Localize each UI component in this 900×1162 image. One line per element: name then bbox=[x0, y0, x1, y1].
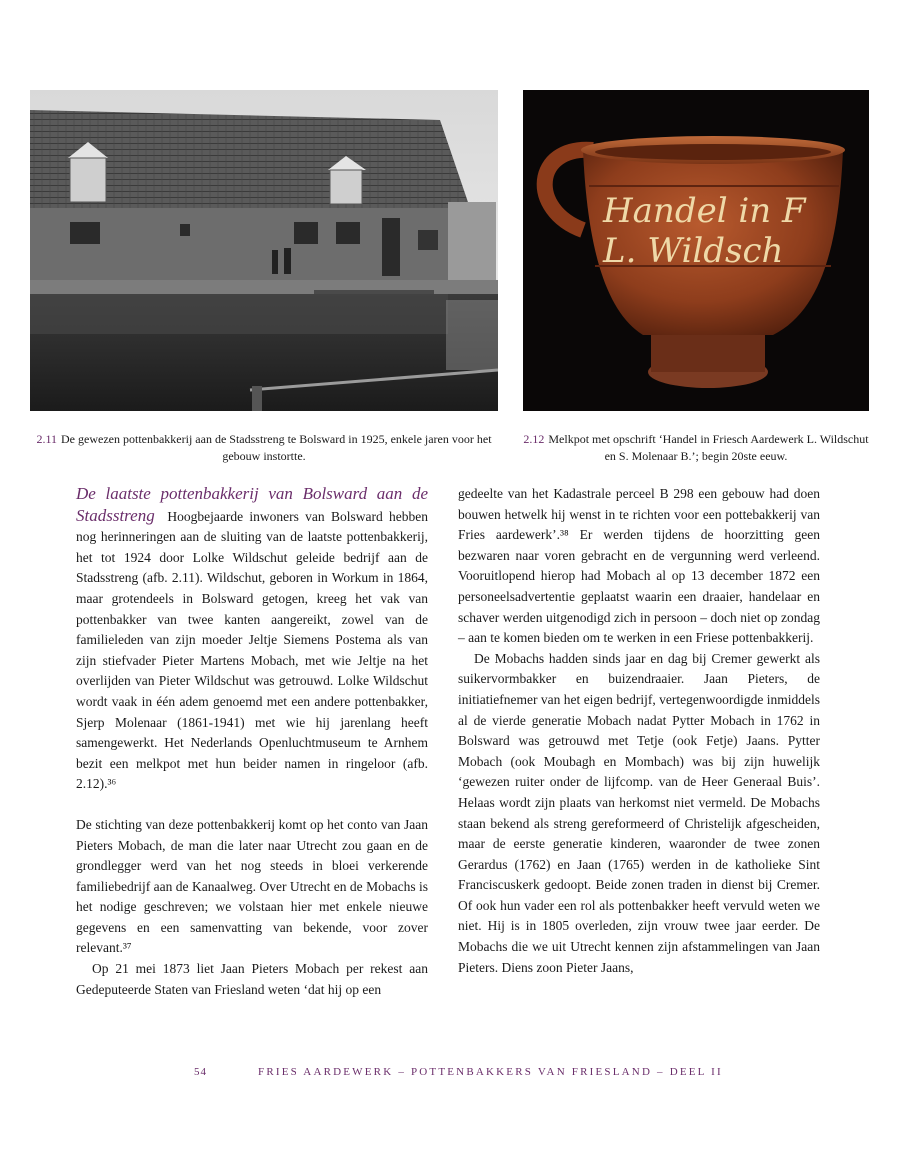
figure-caption-right bbox=[523, 431, 869, 465]
paragraph: De stichting van deze pottenbakkerij komt op het conto van Jaan Pieters Mobach, de man die later naar Utrecht zou gaan en de grondlegger werd van het nog steeds in bloei verkerende familiebedrijf aan de Kanaalweg. Over Utrecht en de Mobachs is het nodige geschreven; we volstaan hier met enkele nieuwe gegevens en een samenvatting van bekende, voor zover relevant.³⁷ bbox=[76, 816, 428, 956]
pot-inscription-line1: Handel in F bbox=[603, 191, 806, 231]
figure-caption-left bbox=[30, 431, 498, 465]
paragraph: De Mobachs hadden sinds jaar en dag bij Cremer gewerkt als suikervormbakker en buizendraaier. Jaan Pieters, de initiatiefnemer van het eigen bedrijf, vertegenwoordigde inmiddels al de vierde generatie Mobach nadat Pytter Mobach in 1762 in Bolsward was getrouwd met Tetje (ook Fetje) Jaans. Pytter Mobach (ook Moubagh en Mombach) was bij zijn huwelijk ‘gewezen ruiter onder de lijfcomp. van de Heer Generaal Buis’. Helaas wordt zijn plaats van herkomst niet vermeld. De Mobachs staan bekend als streng gereformeerd of Christelijk afgescheiden, maar de eerste generatie kinderen, waaronder de twee zonen Gerardus (1762) en Jaan (1765) werden in de katholieke Sint Franciscuskerk gedoopt. Beide zonen traden in dienst bij Cremer. Of ook hun vader een rol als pottenbakker heeft vervuld weten we niet. Hij is in 1805 overleden, zijn vrouw twee jaar eerder. De Mobachs die we uit Utrecht kennen zijn afstammelingen van Jaan Pieters. Diens zoon Pieter Jaans, bbox=[458, 650, 820, 975]
figure-caption-text-right: Melkpot met opschrift ‘Handel in Friesch Aardewerk L. Wildschut en S. Molenaar B.’; begin 20ste eeuw. bbox=[548, 432, 869, 463]
paragraph bbox=[76, 484, 428, 795]
figure-number-left: 2.11 bbox=[36, 432, 58, 446]
milk-pot-illustration bbox=[523, 90, 869, 411]
paragraph: gedeelte van het Kadastrale perceel B 298 een gebouw had doen bouwen hetwelk hij wenst in te richten voor een pottebakkerij van Fries aardewerk’.³⁸ Er werden tijdens de hoorzitting geen bezwaren naar voren gebracht en de vergunning werd verleend. Vooruitlopend hierop had Mobach al op 13 december 1872 een personeelsadvertentie geplaatst waarin een draaier, handelaar en schaver werden uitgenodigd zich in persoon – doch niet op zondag – aan te komen bieden om te werken in een Friese pottenbakkerij. bbox=[458, 486, 820, 646]
section-heading: De laatste pottenbakkerij van Bolsward aan de Stadsstreng bbox=[76, 484, 428, 525]
pot-inscription-line2: L. Wildsch bbox=[603, 231, 784, 271]
figure-caption-text-left: De gewezen pottenbakkerij aan de Stadsstreng te Bolsward in 1925, enkele jaren voor het gebouw instortte. bbox=[61, 432, 492, 463]
milk-pot-photo bbox=[523, 90, 869, 411]
building-photo-illustration bbox=[30, 90, 498, 411]
text-column-left bbox=[76, 484, 428, 1000]
text-column-right bbox=[458, 484, 820, 978]
running-title: FRIES AARDEWERK – POTTENBAKKERS VAN FRIESLAND – DEEL II bbox=[258, 1066, 723, 1078]
paragraph: Op 21 mei 1873 liet Jaan Pieters Mobach per rekest aan Gedeputeerde Staten van Friesland weten ‘dat hij op een bbox=[76, 961, 428, 997]
pottery-building-photo bbox=[30, 90, 498, 411]
page-number: 54 bbox=[194, 1066, 207, 1078]
paragraph-text: Hoogbejaarde inwoners van Bolsward hebben nog herinneringen aan de sluiting van de laatste pottenbakkerij, het tot 1924 door Lolke Wildschut geleide bedrijf aan de Stadsstreng (afb. 2.11). Wildschut, geboren in Workum in 1864, maar grotendeels in Bolsward getogen, kreeg het vak van pottenbakker van twee kanten aangereikt, zowel van de familieleden van zijn moeder Jeltje Siemens Postema als van zijn stiefvader Pieter Martens Mobach, met wie Jeltje na het overlijden van Pieter Wildschut was getrouwd. Lolke Wildschut wordt vaak in één adem genoemd met een andere pottenbakker, Sjerp Molenaar (1861-1941) met wie hij jarenlang heeft samengewerkt. Het Nederlands Openluchtmuseum te Arnhem bezit een melkpot met hun beider namen in ringeloor (afb. 2.12).³⁶ bbox=[76, 508, 428, 792]
figure-number-right: 2.12 bbox=[523, 432, 545, 446]
